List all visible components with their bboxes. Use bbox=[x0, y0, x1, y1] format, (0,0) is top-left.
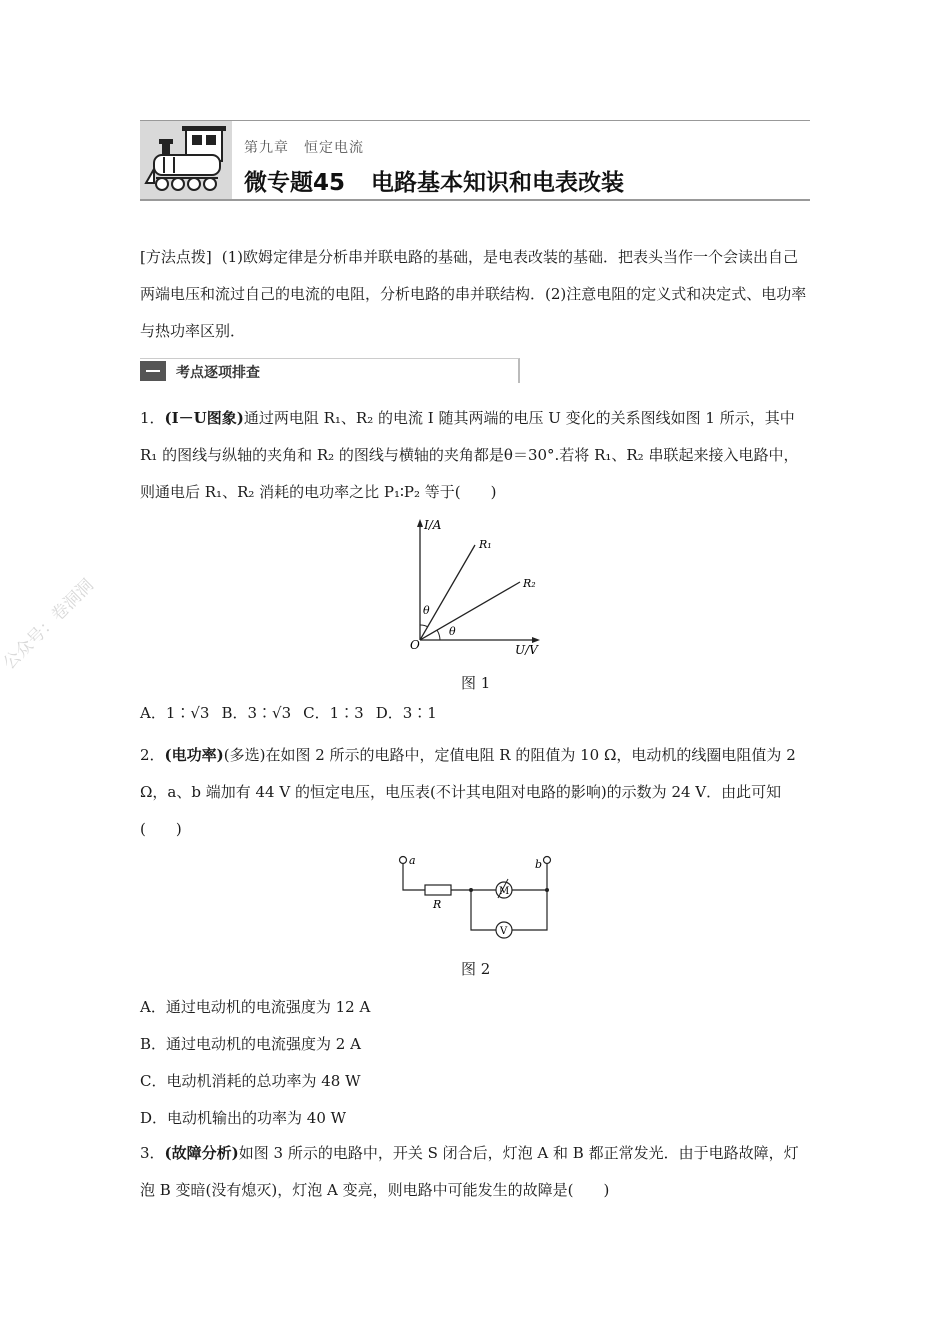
theta-label-2: θ bbox=[449, 625, 456, 638]
q3-number: 3． bbox=[140, 1144, 165, 1162]
terminal-b bbox=[544, 857, 551, 864]
method-tip-text: (1)欧姆定律是分析串并联电路的基础，是电表改装的基础．把表头当作一个会读出自己两端电压和流过自己的电流的电阻，分析电路的串并联结构．(2)注意电阻的定义式和决定式、电功率与热功率区别． bbox=[140, 248, 807, 340]
wire-volt-left bbox=[471, 890, 496, 930]
terminal-a bbox=[400, 857, 407, 864]
q1-option-a: A．1∶√3 bbox=[140, 704, 210, 722]
topic-name: 电路基本知识和电表改装 bbox=[371, 170, 625, 196]
r2-label: R₂ bbox=[523, 577, 536, 590]
x-axis-label: U/V bbox=[515, 643, 538, 657]
topic-number: 微专题45 bbox=[244, 170, 346, 196]
motor-label: M bbox=[499, 886, 510, 897]
chapter-label: 第九章 恒定电流 bbox=[244, 140, 364, 156]
theta-label-1: θ bbox=[423, 604, 430, 617]
q3-text: 如图 3 所示的电路中，开关 S 闭合后，灯泡 A 和 B 都正常发光．由于电路故障，灯泡 B 变暗(没有熄灭)，灯泡 A 变亮，则电路中可能发生的故障是( ) bbox=[140, 1144, 799, 1199]
method-tip bbox=[140, 239, 812, 350]
terminal-b-label: b bbox=[535, 858, 543, 871]
train-logo bbox=[140, 121, 232, 199]
origin-label: O bbox=[410, 638, 420, 652]
q1-option-d: D．3∶1 bbox=[375, 704, 437, 722]
topic-title bbox=[244, 164, 650, 197]
header-rule-bottom bbox=[140, 199, 810, 201]
figure-1-graph bbox=[400, 515, 550, 660]
header-rule-top bbox=[140, 120, 810, 121]
q2-text: (多选)在如图 2 所示的电路中，定值电阻 R 的阻值为 10 Ω，电动机的线圈电阻值为 2 Ω，a、b 端加有 44 V 的恒定电压，电压表(不计其电阻对电路的影响)的示数为 24 V．由此可知( ) bbox=[140, 746, 796, 838]
q2-option-c: C．电动机消耗的总功率为 48 W bbox=[140, 1072, 361, 1090]
resistor-r bbox=[425, 885, 451, 895]
figure-2-circuit bbox=[395, 850, 560, 945]
line-r2 bbox=[420, 582, 520, 640]
section-heading bbox=[140, 358, 520, 383]
y-axis-arrow bbox=[417, 519, 423, 527]
q2-option-b: B．通过电动机的电流强度为 2 A bbox=[140, 1035, 361, 1053]
question-1 bbox=[140, 400, 812, 511]
angle-arc-2 bbox=[437, 630, 440, 640]
q2-option-a: A．通过电动机的电流强度为 12 A bbox=[140, 998, 371, 1016]
resistor-label: R bbox=[433, 898, 442, 911]
figure-1-caption: 图 1 bbox=[461, 674, 491, 692]
voltmeter-label: V bbox=[500, 926, 508, 937]
q1-option-c: C．1∶3 bbox=[303, 704, 364, 722]
line-r1 bbox=[420, 545, 475, 640]
angle-arc-1 bbox=[420, 625, 428, 627]
figure-2-caption: 图 2 bbox=[461, 960, 491, 978]
q2-tag: (电功率) bbox=[164, 746, 224, 764]
y-axis-label: I/A bbox=[424, 518, 442, 532]
q1-options bbox=[140, 702, 449, 723]
train-icon bbox=[140, 121, 232, 199]
watermark: 公众号：卷洞洞 bbox=[0, 575, 98, 674]
q1-option-b: B．3∶√3 bbox=[221, 704, 292, 722]
section-number-badge bbox=[140, 361, 166, 381]
question-3 bbox=[140, 1135, 812, 1209]
q2-option-d: D．电动机输出的功率为 40 W bbox=[140, 1109, 347, 1127]
wire-volt-right bbox=[512, 890, 547, 930]
question-2 bbox=[140, 737, 812, 848]
terminal-a-label: a bbox=[409, 854, 416, 867]
r1-label: R₁ bbox=[479, 538, 492, 551]
q1-number: 1． bbox=[140, 409, 165, 427]
q1-tag: (I－U图象) bbox=[164, 409, 244, 427]
section-title: 考点逐项排查 bbox=[176, 365, 260, 381]
q1-text: 通过两电阻 R₁、R₂ 的电流 I 随其两端的电压 U 变化的关系图线如图 1 所示，其中 R₁ 的图线与纵轴的夹角和 R₂ 的图线与横轴的夹角都是θ＝30°.若将 R₁、R₂ 串联起来接入电路中，则通电后 R₁、R₂ 消耗的电功率之比 P₁∶P₂ 等于( ) bbox=[140, 409, 799, 501]
wire-left bbox=[403, 864, 425, 890]
q2-number: 2． bbox=[140, 746, 165, 764]
q3-tag: (故障分析) bbox=[164, 1144, 239, 1162]
method-tip-label: [方法点拨] bbox=[140, 248, 212, 266]
